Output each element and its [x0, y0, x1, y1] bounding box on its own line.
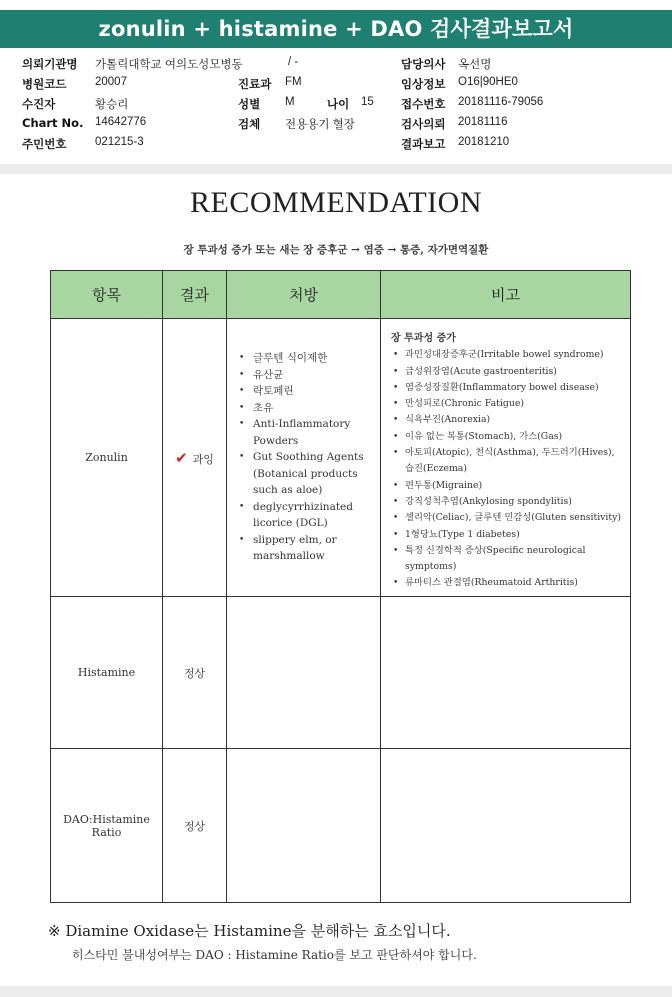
recipient-label: 수진자	[22, 97, 56, 111]
remarks-item: • 만성피로(Chronic Fatigue)	[391, 396, 624, 412]
request-date-label: 검사의뢰	[401, 117, 446, 131]
patient-info-block	[0, 52, 672, 164]
remarks-item: • 염증성장질환(Inflammatory bowel disease)	[391, 380, 624, 396]
institution-label: 의뢰기관명	[22, 57, 78, 71]
item-name: Zonulin	[51, 319, 163, 597]
header-item: 항목	[51, 271, 163, 319]
clinical-value: O16|90HE0	[458, 76, 518, 88]
hospital-code-value: 20007	[95, 76, 127, 88]
remarks-item: • 이유 없는 복통(Stomach), 가스(Gas)	[391, 429, 624, 445]
footnote-histamine-ratio: 히스타민 불내성여부는 DAO : Histamine Ratio를 보고 판단하셔야 합니다.	[72, 948, 477, 962]
prescription-item: • slippery elm, or marshmallow	[237, 532, 374, 565]
institution-value: 가톨릭대학교 여의도성모병동	[95, 59, 243, 71]
checkmark-icon: ✔	[175, 448, 188, 467]
remarks-item: • 과민성대장증후군(Irritable bowel syndrome)	[391, 347, 624, 363]
recommendation-subheading: 장 투과성 증가 또는 새는 장 증후군 → 염증 → 통증, 자가면역질환	[183, 244, 489, 256]
remarks-item: • 강직성척추염(Ankylosing spondylitis)	[391, 494, 624, 510]
dept-value: FM	[285, 76, 302, 88]
table-header-row	[51, 271, 631, 319]
recipient-value: 황승리	[95, 99, 129, 111]
sex-value: M	[285, 96, 295, 108]
request-date-value: 20181116	[458, 116, 508, 128]
remarks-item: • 식욕부진(Anorexia)	[391, 412, 624, 428]
prescription-cell	[227, 597, 381, 749]
report-date-value: 20181210	[458, 136, 510, 148]
doctor-label: 담당의사	[401, 57, 446, 71]
age-label: 나이	[327, 97, 350, 111]
dept-label: 진료과	[238, 77, 272, 91]
specimen-value: 전용용기 혈장	[285, 119, 355, 131]
clinical-label: 임상정보	[401, 77, 446, 91]
item-name: DAO:Histamine Ratio	[51, 749, 163, 903]
resident-no-label: 주민번호	[22, 137, 67, 151]
header-prescription: 처방	[227, 271, 381, 319]
remarks-item: • 특정 신경학적 증상(Specific neurological symptoms)	[391, 543, 624, 576]
result-value: 과잉	[192, 452, 214, 466]
institution-suffix: / -	[288, 56, 299, 68]
remarks-title: 장 투과성 증가	[391, 333, 456, 345]
table-row-zonulin	[51, 319, 631, 597]
prescription-cell	[227, 319, 381, 597]
table-row-dao-ratio	[51, 749, 631, 903]
recommendation-heading: RECOMMENDATION	[190, 186, 482, 219]
bottom-divider	[0, 986, 672, 997]
result-value: 정상	[163, 597, 227, 749]
remarks-item: • 류마티스 관절염(Rheumatoid Arthritis)	[391, 575, 624, 591]
header-result: 결과	[163, 271, 227, 319]
receipt-label: 접수번호	[401, 97, 446, 111]
prescription-item: • Anti-Inflammatory Powders	[237, 416, 374, 449]
prescription-item: • deglycyrrhizinated licorice (DGL)	[237, 499, 374, 532]
remarks-cell	[381, 319, 631, 597]
remarks-item: • 1형당뇨(Type 1 diabetes)	[391, 527, 624, 543]
footnote-dao: ※ Diamine Oxidase는 Histamine을 분해하는 효소입니다.	[48, 922, 451, 940]
section-divider	[0, 164, 672, 174]
specimen-label: 검체	[238, 117, 261, 131]
remarks-cell	[381, 749, 631, 903]
resident-no-value: 021215-3	[95, 136, 144, 148]
prescription-item: • 초유	[237, 400, 374, 417]
remarks-item: • 셀리악(Celiac), 글루텐 민감성(Gluten sensitivity)	[391, 510, 624, 526]
report-title: zonulin + histamine + DAO 검사결과보고서	[0, 10, 672, 48]
result-cell	[163, 319, 227, 597]
sex-label: 성별	[238, 97, 261, 111]
report-date-label: 결과보고	[401, 137, 446, 151]
prescription-cell	[227, 749, 381, 903]
prescription-item: • Gut Soothing Agents (Botanical products such as aloe)	[237, 449, 374, 499]
remarks-list	[391, 347, 624, 591]
doctor-value: 옥선명	[458, 59, 492, 71]
chart-no-label: Chart No.	[22, 116, 84, 130]
age-value: 15	[361, 96, 374, 108]
hospital-code-label: 병원코드	[22, 77, 67, 91]
prescription-item: • 유산균	[237, 367, 374, 384]
header-remarks: 비고	[381, 271, 631, 319]
remarks-item: • 아토피(Atopic), 천식(Asthma), 두드러기(Hives), 습진(Eczema)	[391, 445, 624, 478]
result-value: 정상	[163, 749, 227, 903]
remarks-item: • 급성위장염(Acute gastroenteritis)	[391, 364, 624, 380]
remarks-item: • 편두통(Migraine)	[391, 478, 624, 494]
prescription-item: • 글루텐 식이제한	[237, 350, 374, 367]
item-name: Histamine	[51, 597, 163, 749]
chart-no-value: 14642776	[95, 116, 147, 128]
prescription-list	[237, 350, 374, 565]
table-row-histamine	[51, 597, 631, 749]
prescription-item: • 락토페린	[237, 383, 374, 400]
receipt-value: 20181116-79056	[458, 96, 544, 108]
remarks-cell	[381, 597, 631, 749]
recommendation-table	[50, 270, 631, 903]
